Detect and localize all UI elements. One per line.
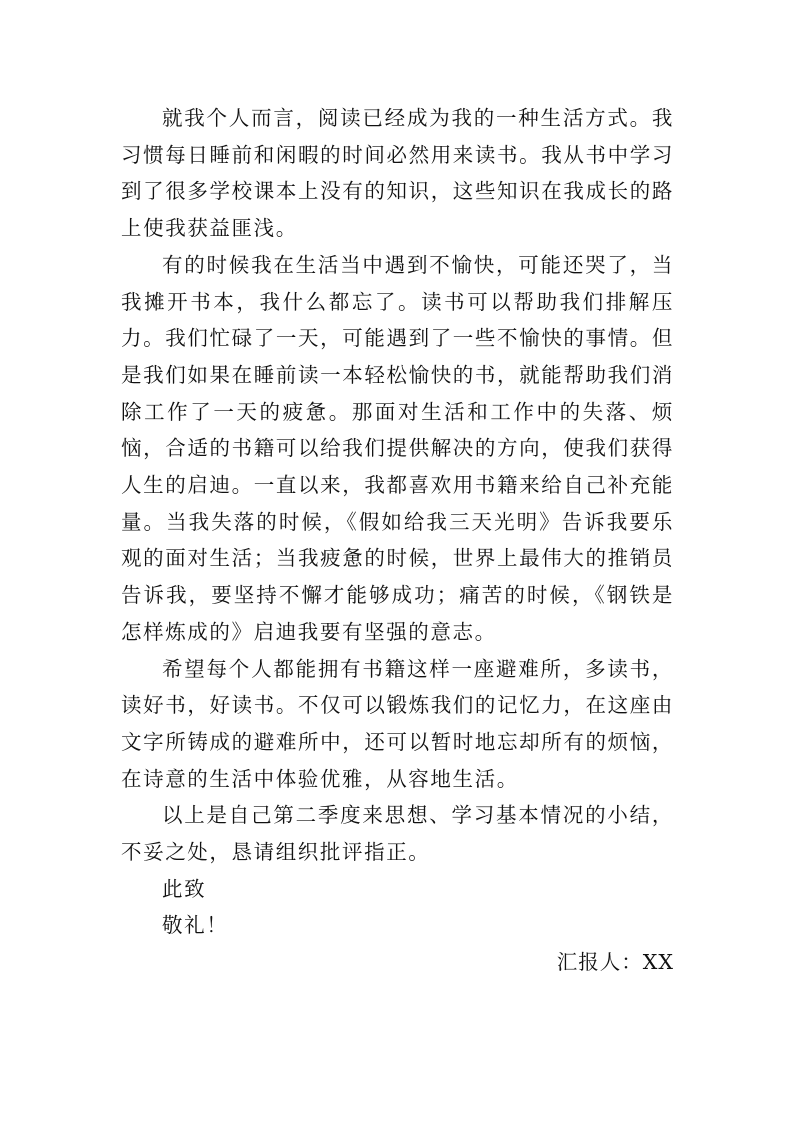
paragraph-reading-habit: 就我个人而言，阅读已经成为我的一种生活方式。我习惯每日睡前和闲暇的时间必然用来读书。我从书中学习到了很多学校课本上没有的知识，这些知识在我成长的路上使我获益匪浅。 <box>121 106 674 241</box>
signature-line: 汇报人：XX <box>556 950 674 975</box>
paragraph-reading-relief: 有的时候我在生活当中遇到不愉快，可能还哭了，当我摊开书本，我什么都忘了。读书可以帮助我们排解压力。我们忙碌了一天，可能遇到了一些不愉快的事情。但是我们如果在睡前读一本轻松愉快的书，就能帮助我们消除工作了一天的疲惫。那面对生活和工作中的失落、烦恼，合适的书籍可以给我们提供解决的方向，使我们获得人生的启迪。一直以来，我都喜欢用书籍来给自己补充能量。当我失落的时候，《假如给我三天光明》告诉我要乐观的面对生活；当我疲惫的时候，世界上最伟大的推销员告诉我，要坚持不懈才能够成功；痛苦的时候，《钢铁是怎样炼成的》启迪我要有坚强的意志。 <box>121 252 674 644</box>
closing-salutation: 此致 <box>162 876 207 901</box>
paragraph-hope: 希望每个人都能拥有书籍这样一座避难所，多读书，读好书，好读书。不仅可以锻炼我们的记忆力，在这座由文字所铸成的避难所中，还可以暂时地忘却所有的烦恼，在诗意的生活中体验优雅，从容地生活。 <box>121 656 674 791</box>
report-body <box>121 100 674 981</box>
closing-respect: 敬礼！ <box>162 913 229 938</box>
paragraph-summary: 以上是自己第二季度来思想、学习基本情况的小结，不妥之处，恳请组织批评指正。 <box>121 803 674 865</box>
